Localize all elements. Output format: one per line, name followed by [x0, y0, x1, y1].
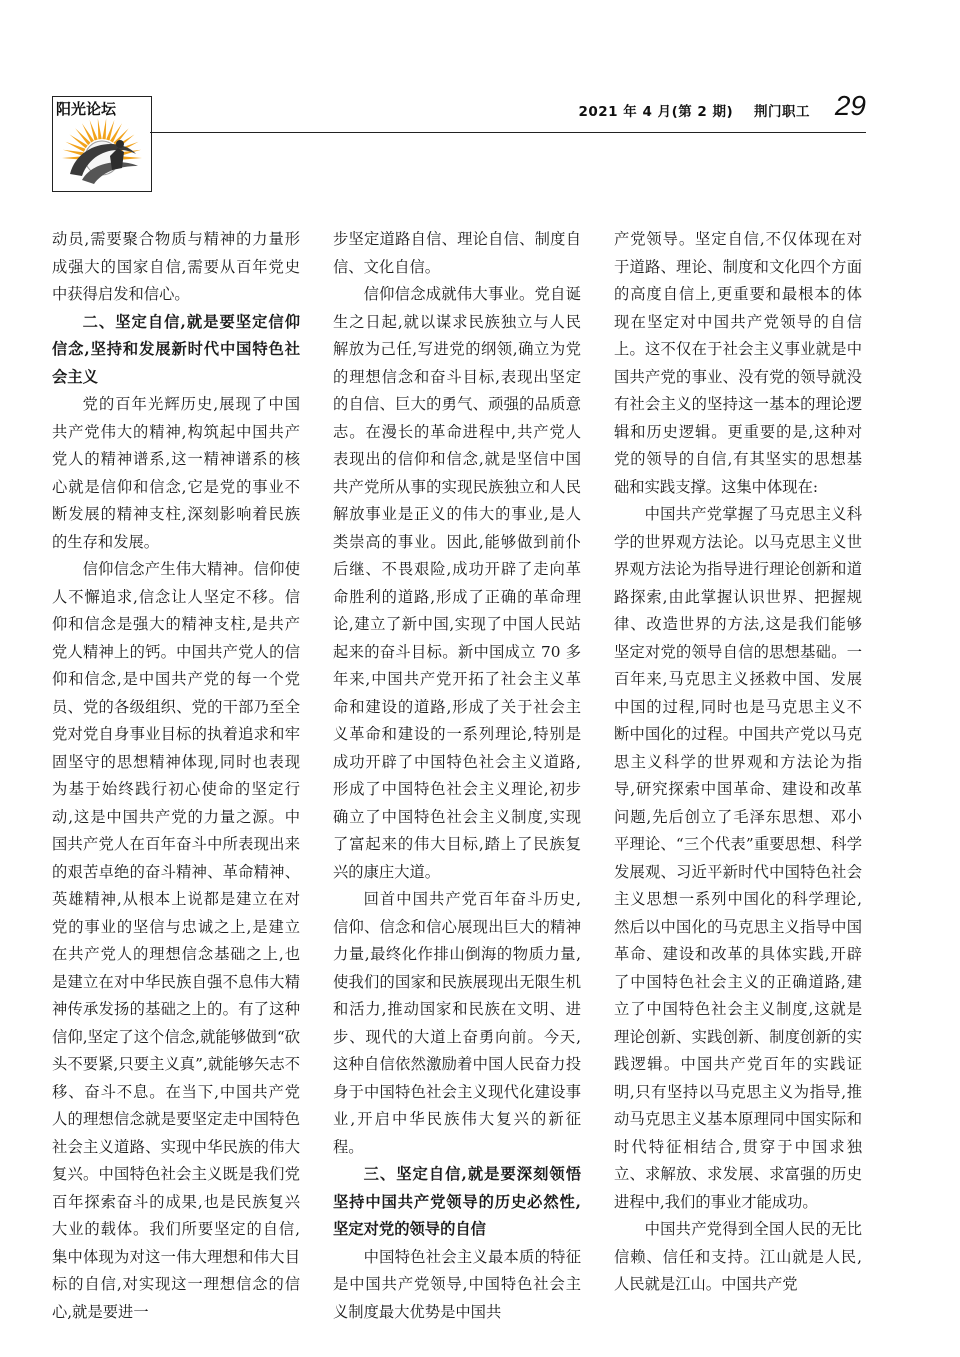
paragraph: 信仰信念成就伟大事业。党自诞生之日起,就以谋求民族独立与人民解放为己任,写进党的纲领,确立为党的理想信念和奋斗目标,表现出坚定的自信、巨大的勇气、顽强的品质意志。在漫长的革命进程中,共产党人表现出的信仰和信念,就是坚信中国共产党所从事的实现民族独立和人民解放事业是正义的伟大的事业,是人类崇高的事业。因此,能够做到前仆后继、不畏艰险,成功开辟了走向革命胜利的道路,形成了正确的革命理论,建立了新中国,实现了中国人民站起来的奋斗目标。新中国成立 70 多年来,中国共产党开拓了社会主义革命和建设的道路,形成了关于社会主义革命和建设的一系列理论,特别是成功开辟了中国特色社会主义道路,形成了中国特色社会主义理论,初步确立了中国特色社会主义制度,实现了富起来的伟大目标,踏上了民族复兴的康庄大道。 [333, 285, 581, 881]
paragraph: 信仰信念产生伟大精神。信仰使人不懈追求,信念让人坚定不移。信仰和信念是强大的精神支柱,是共产党人精神上的钙。中国共产党人的信仰和信念,是中国共产党的每一个党员、党的各级组织、党的干部乃至全党对党自身事业目标的执着追求和牢固坚守的思想精神体现,同时也表现为基于始终践行初心使命的坚定行动,这是中国共产党的力量之源。中国共产党人在百年奋斗中所表现出来的艰苦卓绝的奋斗精神、革命精神、英雄精神,从根本上说都是建立在对党的事业的坚信与忠诚之上,是建立在共产党人的理想信念基础之上,也是建立在对中华民族自强不息伟大精神传承发扬的基础之上的。有了这种信仰,坚定了这个信念,就能够做到“砍头不要紧,只要主义真”,就能够矢志不移、奋斗不息。在当下,中国共产党人的理想信念就是要坚定走中国特色社会主义道路、实现中华民族的伟大复兴。中国特色社会主义既是我们党百年探索奋斗的成果,也是民族复兴大业的载体。我们所要坚定的自信,集中体现为对这一伟大理想和伟大目标的自信,对实现这一理想信念的信心,就是要进一 [52, 560, 300, 1321]
text-column-1 [52, 226, 300, 1321]
paragraph: 中国共产党掌握了马克思主义科学的世界观方法论。以马克思主义世界观方法论为指导进行理论创新和道路探索,由此掌握认识世界、把握规律、改造世界的方法,这是我们能够坚定对党的领导自信的思想基础。一百年来,马克思主义拯救中国、发展中国的过程,同时也是马克思主义不断中国化的过程。中国共产党以马克思主义科学的世界观和方法论为指导,研究探索中国革命、建设和改革问题,先后创立了毛泽东思想、邓小平理论、“三个代表”重要思想、科学发展观、习近平新时代中国特色社会主义思想一系列中国化的科学理论,然后以中国化的马克思主义指导中国革命、建设和改革的具体实践,开辟了中国特色社会主义的正确道路,建立了中国特色社会主义制度,这就是理论创新、实践创新、制度创新的实践逻辑。中国共产党百年的实践证明,只有坚持以马克思主义为指导,推动马克思主义基本原理同中国实际和时代特征相结合,贯穿于中国求独立、求解放、求发展、求富强的历史进程中,我们的事业才能成功。 [614, 505, 862, 1211]
paragraph: 中国特色社会主义最本质的特征是中国共产党领导,中国特色社会主义制度最大优势是中国共 [333, 1247, 581, 1321]
issue-info: 2021 年 4 月(第 2 期) 荆门职工 [578, 104, 810, 120]
text-column-2 [333, 226, 581, 1321]
paragraph: 产党领导。坚定自信,不仅体现在对于道路、理论、制度和文化四个方面的高度自信上,更重要和最根本的体现在坚定对中国共产党领导的自信上。这不仅在于社会主义事业就是中国共产党的事业、没有党的领导就没有社会主义的坚持这一基本的理论逻辑和历史逻辑。更重要的是,这种对党的领导的自信,有其坚实的思想基础和实践支撑。这集中体现在: [614, 230, 862, 496]
sun-swirl-emblem-icon [52, 96, 152, 192]
section-logo [52, 96, 152, 192]
page-number: 29 [834, 90, 866, 121]
header-rule [150, 132, 866, 133]
paragraph: 党的百年光辉历史,展现了中国共产党伟大的精神,构筑起中国共产党人的精神谱系,这一精神谱系的核心就是信仰和信念,它是党的事业不断发展的精神支柱,深刻影响着民族的生存和发展。 [52, 395, 300, 551]
section-heading: 三、坚定自信,就是要深刻领悟坚持中国共产党领导的历史必然性,坚定对党的领导的自信 [333, 1165, 581, 1238]
text-column-3 [614, 226, 862, 1293]
paragraph: 动员,需要聚合物质与精神的力量形成强大的国家自信,需要从百年党史中获得启发和信心。 [52, 230, 300, 303]
paragraph: 中国共产党得到全国人民的无比信赖、信任和支持。江山就是人民,人民就是江山。中国共产党 [614, 1220, 862, 1293]
paragraph: 回首中国共产党百年奋斗历史,信仰、信念和信心展现出巨大的精神力量,最终化作排山倒海的物质力量,使我们的国家和民族展现出无限生机和活力,推动国家和民族在文明、进步、现代的大道上奋勇向前。今天,这种自信依然激励着中国人民奋力投身于中国特色社会主义现代化建设事业,开启中华民族伟大复兴的新征程。 [333, 890, 581, 1156]
section-title: 阳光论坛 [56, 100, 117, 118]
section-heading: 二、坚定自信,就是要坚定信仰信念,坚持和发展新时代中国特色社会主义 [52, 312, 300, 386]
paragraph: 步坚定道路自信、理论自信、制度自信、文化自信。 [333, 230, 581, 276]
